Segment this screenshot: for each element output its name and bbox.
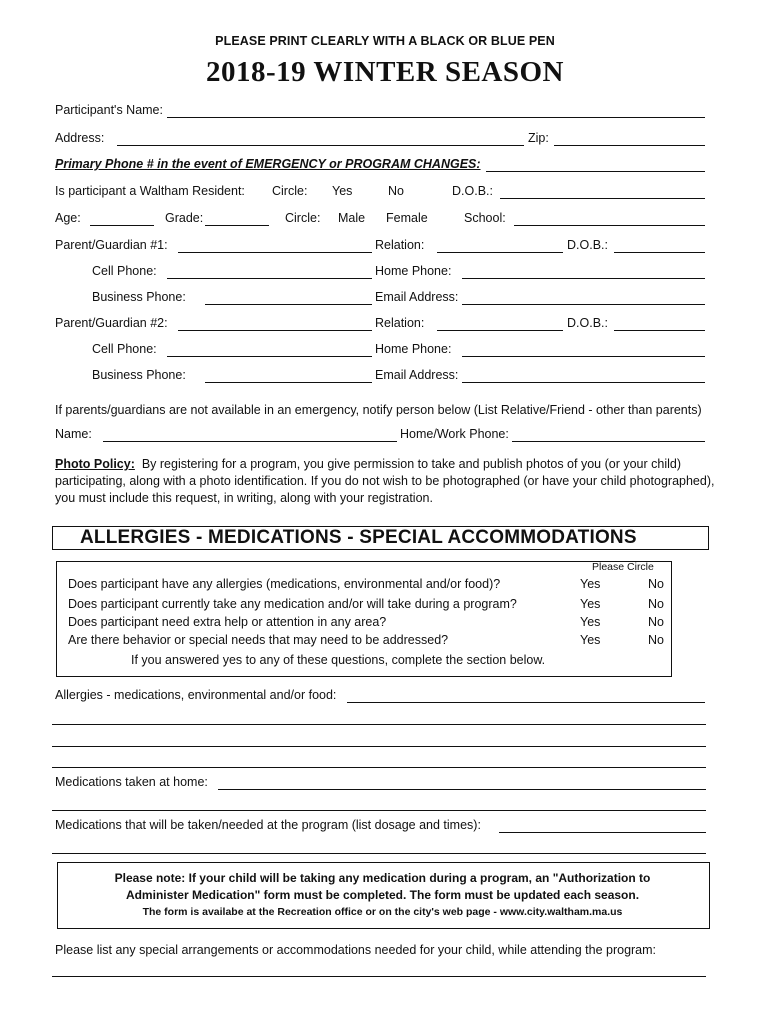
question-allergies-yes[interactable]: Yes: [580, 577, 601, 591]
school-field[interactable]: [514, 225, 705, 226]
question-allergies: Does participant have any allergies (medications, environmental and/or food)?: [68, 577, 501, 591]
age-label: Age:: [55, 211, 81, 225]
meds-home-label: Medications taken at home:: [55, 775, 208, 789]
question-special-needs-no[interactable]: No: [648, 633, 664, 647]
grade-label: Grade:: [165, 211, 204, 225]
print-instruction: PLEASE PRINT CLEARLY WITH A BLACK OR BLUE PEN: [215, 34, 555, 48]
primary-phone-field[interactable]: [486, 171, 705, 172]
please-circle-label: Please Circle: [592, 561, 654, 573]
emergency-name-field[interactable]: [103, 441, 397, 442]
gender-circle-label: Circle:: [285, 211, 321, 225]
grade-field[interactable]: [205, 225, 269, 226]
guardian2-cell-label: Cell Phone:: [92, 342, 157, 356]
guardian1-email-label: Email Address:: [375, 290, 459, 304]
guardian1-dob-label: D.O.B.:: [567, 238, 608, 252]
guardian1-name-field[interactable]: [178, 252, 372, 253]
guardian1-business-label: Business Phone:: [92, 290, 186, 304]
participant-name-label: Participant's Name:: [55, 103, 163, 117]
allergies-heading: ALLERGIES - MEDICATIONS - SPECIAL ACCOMMODATIONS: [80, 527, 637, 548]
guardian2-label: Parent/Guardian #2:: [55, 316, 168, 330]
meds-home-field-line-1[interactable]: [218, 789, 706, 790]
emergency-phone-field[interactable]: [512, 441, 705, 442]
guardian2-relation-label: Relation:: [375, 316, 425, 330]
allergies-field-line-1[interactable]: [347, 702, 705, 703]
form-title: 2018-19 WINTER SEASON: [205, 56, 565, 88]
question-medication-yes[interactable]: Yes: [580, 597, 601, 611]
emergency-name-label: Name:: [55, 427, 92, 441]
question-medication-no[interactable]: No: [648, 597, 664, 611]
question-extra-help-yes[interactable]: Yes: [580, 615, 601, 629]
guardian1-home-label: Home Phone:: [375, 264, 452, 278]
question-allergies-no[interactable]: No: [648, 577, 664, 591]
meds-program-field-line-2[interactable]: [52, 853, 706, 854]
guardian1-relation-label: Relation:: [375, 238, 425, 252]
meds-program-label: Medications that will be taken/needed at the program (list dosage and times):: [55, 818, 481, 832]
guardian1-business-field[interactable]: [205, 304, 372, 305]
special-arrangements-label: Please list any special arrangements or accommodations needed for your child, while attending the program:: [55, 943, 657, 957]
resident-circle-label: Circle:: [272, 184, 308, 198]
photo-policy-text: By registering for a program, you give permission to take and publish photos of you (or your child) participating, along with a photo identification. If you do not wish to be photographed (or have your child photographed), you must include this request, in writing, along with your registration.: [55, 457, 715, 505]
guardian2-cell-field[interactable]: [167, 356, 372, 357]
meds-home-field-line-2[interactable]: [52, 810, 706, 811]
guardian1-home-field[interactable]: [462, 278, 705, 279]
resident-yes-option[interactable]: Yes: [332, 184, 353, 198]
guardian2-relation-field[interactable]: [437, 330, 563, 331]
special-arrangements-field[interactable]: [52, 976, 706, 977]
guardian2-email-label: Email Address:: [375, 368, 459, 382]
guardian1-cell-label: Cell Phone:: [92, 264, 157, 278]
meds-program-field-line-1[interactable]: [499, 832, 706, 833]
gender-female-option[interactable]: Female: [386, 211, 428, 225]
primary-phone-label: Primary Phone # in the event of EMERGENCY or PROGRAM CHANGES:: [55, 157, 481, 171]
guardian2-dob-label: D.O.B.:: [567, 316, 608, 330]
address-label: Address:: [55, 131, 105, 145]
guardian2-business-field[interactable]: [205, 382, 372, 383]
resident-label: Is participant a Waltham Resident:: [55, 184, 245, 198]
zip-label: Zip:: [528, 131, 549, 145]
guardian2-name-field[interactable]: [178, 330, 372, 331]
guardian2-home-field[interactable]: [462, 356, 705, 357]
allergies-label: Allergies - medications, environmental and/or food:: [55, 688, 337, 702]
emergency-phone-label: Home/Work Phone:: [400, 427, 509, 441]
participant-dob-field[interactable]: [500, 198, 705, 199]
question-special-needs: Are there behavior or special needs that may need to be addressed?: [68, 633, 449, 647]
guardian1-label: Parent/Guardian #1:: [55, 238, 168, 252]
gender-male-option[interactable]: Male: [338, 211, 366, 225]
age-field[interactable]: [90, 225, 154, 226]
emergency-instruction: If parents/guardians are not available in an emergency, notify person below (List Relative/Friend - other than parents): [55, 403, 702, 417]
guardian2-business-label: Business Phone:: [92, 368, 186, 382]
questions-followup: If you answered yes to any of these questions, complete the section below.: [131, 653, 546, 667]
guardian1-email-field[interactable]: [462, 304, 705, 305]
guardian2-email-field[interactable]: [462, 382, 705, 383]
question-extra-help: Does participant need extra help or attention in any area?: [68, 615, 387, 629]
question-medication: Does participant currently take any medication and/or will take during a program?: [68, 597, 517, 611]
photo-policy: [55, 456, 715, 507]
zip-field[interactable]: [554, 145, 705, 146]
guardian1-relation-field[interactable]: [437, 252, 563, 253]
allergies-field-line-3[interactable]: [52, 746, 706, 747]
note-line-2: Administer Medication" form must be completed. The form must be updated each season.: [125, 888, 640, 902]
photo-policy-label: Photo Policy:: [55, 457, 135, 471]
resident-no-option[interactable]: No: [388, 184, 404, 198]
question-extra-help-no[interactable]: No: [648, 615, 664, 629]
note-line-3: The form is availabe at the Recreation office or on the city's web page - www.city.waltham.ma.us: [142, 906, 623, 918]
allergies-field-line-4[interactable]: [52, 767, 706, 768]
note-line-1: Please note: If your child will be taking any medication during a program, an "Authorization to: [114, 871, 651, 885]
guardian1-dob-field[interactable]: [614, 252, 705, 253]
question-special-needs-yes[interactable]: Yes: [580, 633, 601, 647]
guardian2-home-label: Home Phone:: [375, 342, 452, 356]
guardian1-cell-field[interactable]: [167, 278, 372, 279]
allergies-field-line-2[interactable]: [52, 724, 706, 725]
guardian2-dob-field[interactable]: [614, 330, 705, 331]
address-field[interactable]: [117, 145, 524, 146]
participant-dob-label: D.O.B.:: [452, 184, 493, 198]
school-label: School:: [464, 211, 506, 225]
participant-name-field[interactable]: [167, 117, 705, 118]
